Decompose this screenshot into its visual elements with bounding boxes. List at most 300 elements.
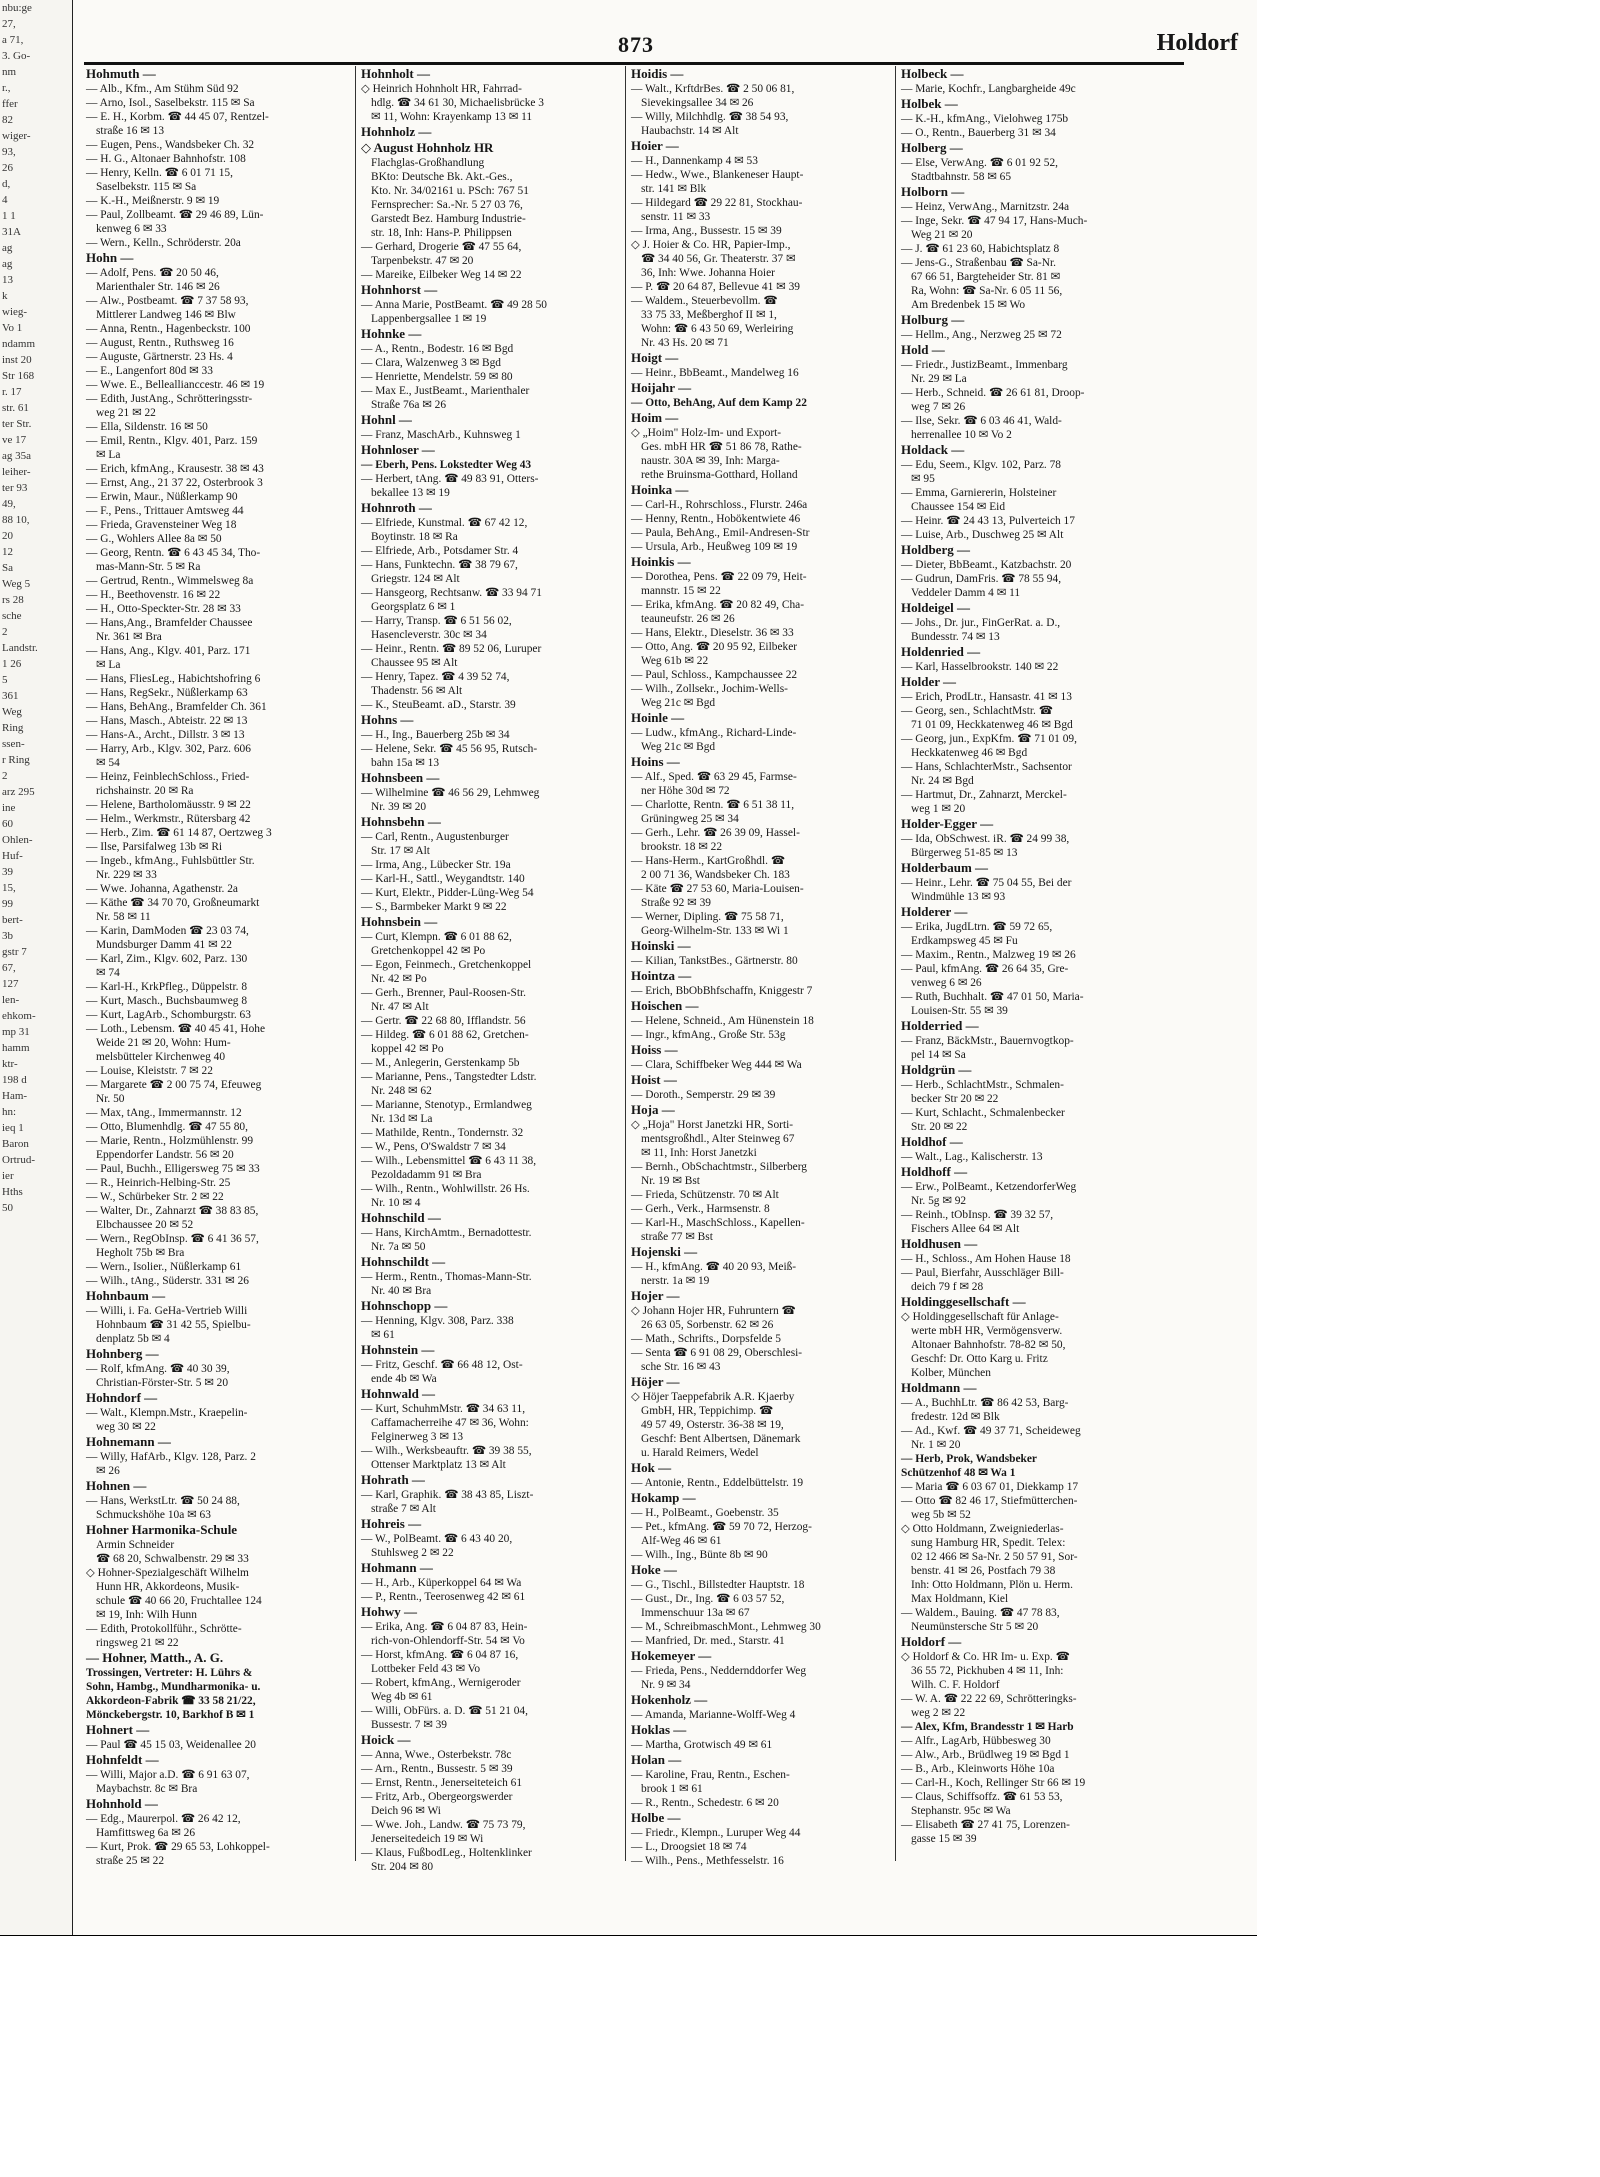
directory-line: Nr. 43 Hs. 20 ✉ 71 [641,337,729,349]
directory-line: Caffamacherreihe 47 ✉ 36, Wohn: [371,1417,529,1429]
directory-line: ✉ 26 [96,1465,120,1477]
directory-line: Nr. 5g ✉ 92 [911,1195,967,1207]
directory-line: — Adolf, Pens. ☎ 20 50 46, [86,267,219,279]
directory-line: — Helm., Werkmstr., Rütersbarg 42 [86,813,251,825]
directory-line: Armin Schneider [96,1539,175,1551]
directory-line: brook 1 ✉ 61 [641,1783,703,1795]
directory-line: — H., kfmAng. ☎ 40 20 93, Meiß- [631,1261,797,1273]
surname-heading: Hohnberg — [86,1346,159,1361]
directory-line: Elbchaussee 20 ✉ 52 [96,1219,194,1231]
surname-heading: Hohnfeldt — [86,1752,159,1767]
surname-heading: Hohwy — [361,1604,417,1619]
surname-heading: Holder — [901,674,957,689]
directory-line: — Edith, Protokollführ., Schrötte- [86,1623,242,1635]
directory-line: — Willy, HafArb., Klgv. 128, Parz. 2 [86,1451,256,1463]
directory-line: — Alfr., LagArb, Hübbesweg 30 [901,1735,1051,1747]
directory-line: — Karin, DamModen ☎ 23 03 74, [86,925,249,937]
surname-heading: Holbe — [631,1810,681,1825]
directory-line: ◇ Höjer Taeppefabrik A.R. Kjaerby [631,1391,795,1403]
directory-line: — Carl-H., Koch, Rellinger Str 66 ✉ 19 [901,1777,1086,1789]
strip-line: Landstr. [2,642,38,654]
directory-line: naustr. 30A ✉ 39, Inh: Marga- [641,455,780,467]
directory-line: Felginerweg 3 ✉ 13 [371,1431,464,1443]
directory-line: Deich 96 ✉ Wi [371,1805,441,1817]
directory-line: Louisen-Str. 55 ✉ 39 [911,1005,1008,1017]
surname-heading: Hoidis — [631,66,684,81]
directory-line: — Wwe. Joh., Landw. ☎ 75 73 79, [361,1819,526,1831]
directory-line: Akkordeon-Fabrik ☎ 33 58 21/22, [86,1695,256,1707]
surname-heading: Hokemeyer — [631,1648,712,1663]
surname-heading: Holdhof — [901,1134,963,1149]
directory-line: Hegholt 75b ✉ Bra [96,1247,185,1259]
surname-heading: Hohnloser — [361,442,435,457]
directory-line: Nr. 42 ✉ Po [371,973,427,985]
directory-line: straße 7 ✉ Alt [371,1503,436,1515]
directory-line: — Karl-H., MaschSchloss., Kapellen- [631,1217,805,1229]
directory-line: richshainstr. 20 ✉ Ra [96,785,194,797]
header-rule [84,62,1184,65]
directory-line: — Henriette, Mendelstr. 59 ✉ 80 [361,371,513,383]
directory-line: — Walt., Lag., Kalischerstr. 13 [901,1151,1043,1163]
surname-heading: Hohnholz — [361,124,432,139]
surname-heading: Hohmann — [361,1560,433,1575]
directory-line: — Anna, Wwe., Osterbekstr. 78c [361,1749,512,1761]
directory-line: — Herm., Rentn., Thomas-Mann-Str. [361,1271,532,1283]
directory-line: Georgsplatz 6 ✉ 1 [371,601,456,613]
strip-line: Sa [2,562,13,574]
strip-line: rs 28 [2,594,24,606]
directory-line: — Erich, ProdLtr., Hansastr. 41 ✉ 13 [901,691,1072,703]
directory-line: — Henning, Klgv. 308, Parz. 338 [361,1315,514,1327]
directory-line: Kto. Nr. 34/02161 u. PSch: 767 51 [371,185,529,197]
directory-line: Garstedt Bez. Hamburg Industrie- [371,213,526,225]
directory-line: — Anna, Rentn., Hagenbeckstr. 100 [86,323,251,335]
strip-line: Huf- [2,850,23,862]
directory-line: Grüningweg 25 ✉ 34 [641,813,739,825]
surname-heading: Hoischen — [631,998,699,1013]
directory-line: — R., Heinrich-Helbing-Str. 25 [86,1177,231,1189]
strip-line: arz 295 [2,786,35,798]
strip-line: ter 93 [2,482,28,494]
directory-line: — R., Rentn., Schedestr. 6 ✉ 20 [631,1797,779,1809]
directory-line: weg 5b ✉ 52 [911,1509,971,1521]
directory-line: — M., SchreibmaschMont., Lehmweg 30 [631,1621,821,1633]
directory-line: — Dieter, BbBeamt., Katzbachstr. 20 [901,559,1072,571]
directory-line: denplatz 5b ✉ 4 [96,1333,170,1345]
directory-line: 33 75 33, Meßberghof II ✉ 1, [641,309,777,321]
directory-line: Ra, Wohn: ☎ Sa-Nr. 6 05 11 56, [911,285,1063,297]
strip-line: 26 [2,162,13,174]
directory-line: — Heinr., Rentn. ☎ 89 52 06, Luruper [361,643,542,655]
directory-line: — Marianne, Pens., Tangstedter Ldstr. [361,1071,537,1083]
directory-line: — Karl, Hasselbrookstr. 140 ✉ 22 [901,661,1059,673]
directory-line: — Edu, Seem., Klgv. 102, Parz. 78 [901,459,1061,471]
directory-line: — Paul, Zollbeamt. ☎ 29 46 89, Lün- [86,209,264,221]
directory-line: Nr. 39 ✉ 20 [371,801,427,813]
surname-heading: Hohmuth — [86,66,156,81]
strip-line: 50 [2,1202,13,1214]
strip-line: wiger- [2,130,31,142]
directory-line: — Alf., Sped. ☎ 63 29 45, Farmse- [631,771,797,783]
directory-line: — K.-H., kfmAng., Vielohweg 175b [901,113,1069,125]
directory-line: — Wern., RegObInsp. ☎ 6 41 36 57, [86,1233,259,1245]
surname-heading: Hohnschild — [361,1210,441,1225]
directory-line: Altonaer Bahnhofstr. 78-82 ✉ 50, [911,1339,1066,1351]
directory-line: Nr. 24 ✉ Bgd [911,775,974,787]
strip-line: ssen- [2,738,25,750]
directory-line: — Waldem., Steuerbevollm. ☎ [631,295,778,307]
directory-line: — Hans, KirchAmtm., Bernadottestr. [361,1227,532,1239]
directory-line: weg 21 ✉ 22 [96,407,156,419]
directory-line: — Ingr., kfmAng., Große Str. 53g [631,1029,786,1041]
directory-line: — Otto, Ang. ☎ 20 95 92, Eilbeker [631,641,798,653]
directory-line: Christian-Förster-Str. 5 ✉ 20 [96,1377,229,1389]
directory-line: hdlg. ☎ 34 61 30, Michaelisbrücke 3 [371,97,544,109]
directory-line: — Hedw., Wwe., Blankeneser Haupt- [631,169,804,181]
directory-line: — Hans, WerkstLtr. ☎ 50 24 88, [86,1495,240,1507]
column-3 [626,66,896,1867]
surname-heading: Hohnbaum — [86,1288,166,1303]
directory-line: — Ad., Kwf. ☎ 49 37 71, Scheideweg [901,1425,1081,1437]
directory-line: — Wern., Kelln., Schröderstr. 20a [86,237,241,249]
directory-line: Lottbeker Feld 43 ✉ Vo [371,1663,481,1675]
surname-heading: — Hohner, Matth., A. G. [86,1650,224,1665]
strip-line: 5 [2,674,8,686]
directory-line: — Luise, Arb., Duschweg 25 ✉ Alt [901,529,1064,541]
directory-line: Griegstr. 124 ✉ Alt [371,573,460,585]
surname-heading: Hohner Harmonika-Schule [86,1522,238,1537]
surname-heading: Hojer — [631,1288,680,1303]
strip-line: mp 31 [2,1026,30,1038]
directory-line: Jenerseitedeich 19 ✉ Wi [371,1833,484,1845]
directory-line: Fernsprecher: Sa.-Nr. 5 27 03 76, [371,199,523,211]
directory-line: rich-von-Ohlendorff-Str. 54 ✉ Vo [371,1635,525,1647]
surname-heading: Holbeck — [901,66,964,81]
directory-line: — Ludw., kfmAng., Richard-Linde- [631,727,797,739]
directory-line: — Alw., Arb., Brüdlweg 19 ✉ Bgd 1 [901,1749,1070,1761]
surname-heading: Hoick — [361,1732,411,1747]
directory-line: — Gudrun, DamFris. ☎ 78 55 94, [901,573,1062,585]
surname-heading: Holan — [631,1752,682,1767]
directory-line: — K.-H., Meißnerstr. 9 ✉ 19 [86,195,220,207]
directory-line: ✉ La [96,659,121,671]
directory-line: Chaussee 95 ✉ Alt [371,657,458,669]
column-4 [896,66,1166,1861]
directory-line: Inh: Otto Holdmann, Plön u. Herm. [911,1579,1073,1591]
directory-line: — Frieda, Gravensteiner Weg 18 [86,519,237,531]
surname-heading: Hoinka — [631,482,689,497]
directory-line: — Egon, Feinmech., Gretchenkoppel [361,959,532,971]
directory-line: Neumünstersche Str 5 ✉ 20 [911,1621,1039,1633]
directory-line: — Herbert, tAng. ☎ 49 83 91, Otters- [361,473,539,485]
strip-line: 15, [2,882,16,894]
directory-line: ◇ Hohner-Spezialgeschäft Wilhelm [86,1567,249,1579]
directory-line: — Auguste, Gärtnerstr. 23 Hs. 4 [86,351,233,363]
directory-line: Schmuckshöhe 10a ✉ 63 [96,1509,211,1521]
directory-line: pel 14 ✉ Sa [911,1049,966,1061]
strip-line: ine [2,802,16,814]
strip-line: 1 1 [2,210,16,222]
directory-line: — Erw., PolBeamt., KetzendorferWeg [901,1181,1077,1193]
directory-line: — Henny, Rentn., Hobökentwiete 46 [631,513,801,525]
directory-line: — H., Arb., Küperkoppel 64 ✉ Wa [361,1577,522,1589]
directory-line: — Hans,Ang., Bramfelder Chaussee [86,617,253,629]
directory-line: — Eberh, Pens. Lokstedter Weg 43 [361,459,532,471]
surname-heading: Hoinski — [631,938,691,953]
directory-line: — Arn., Rentn., Bussestr. 5 ✉ 39 [361,1763,513,1775]
directory-line: — Otto ☎ 82 46 17, Stiefmütterchen- [901,1495,1078,1507]
directory-line: — Kurt, LagArb., Schomburgstr. 63 [86,1009,251,1021]
directory-line: — Karl, Zim., Klgv. 602, Parz. 130 [86,953,248,965]
surname-heading: Holdhusen — [901,1236,978,1251]
strip-line: Baron [2,1138,29,1150]
directory-line: Bürgerweg 51-85 ✉ 13 [911,847,1018,859]
directory-line: — Ida, ObSchwest. iR. ☎ 24 99 38, [901,833,1070,845]
surname-heading: Holdack — [901,442,965,457]
directory-line: — Robert, kfmAng., Wernigeroder [361,1677,521,1689]
strip-line: Str 168 [2,370,35,382]
directory-line: — Edg., Maurerpol. ☎ 26 42 12, [86,1813,241,1825]
directory-line: — Horst, kfmAng. ☎ 6 04 87 16, [361,1649,519,1661]
directory-line: — Friedr., Klempn., Luruper Weg 44 [631,1827,801,1839]
directory-line: Gretchenkoppel 42 ✉ Po [371,945,486,957]
surname-heading: Hohnschopp — [361,1298,448,1313]
directory-line: — Hans, Elektr., Dieselstr. 36 ✉ 33 [631,627,794,639]
directory-line: — Ilse, Parsifalweg 13b ✉ Ri [86,841,223,853]
surname-heading: Hohnemann — [86,1434,171,1449]
surname-heading: Hoim — [631,410,679,425]
directory-line: 2 00 71 36, Wandsbeker Ch. 183 [641,869,790,881]
directory-line: Geschf: Bent Albertsen, Dänemark [641,1433,801,1445]
directory-line: — Wilh., Rentn., Wohlwillstr. 26 Hs. [361,1183,530,1195]
directory-line: Hohnbaum ☎ 31 42 55, Spielbu- [96,1319,251,1331]
directory-line: ✉ 74 [96,967,120,979]
directory-line: teauneufstr. 26 ✉ 26 [641,613,735,625]
directory-line: — Kurt, Schlacht., Schmalenbecker [901,1107,1065,1119]
directory-line: Windmühle 13 ✉ 93 [911,891,1006,903]
directory-line: brookstr. 18 ✉ 22 [641,841,723,853]
directory-line: Nr. 19 ✉ Bst [641,1175,700,1187]
strip-line: sche [2,610,22,622]
strip-line: Ohlen- [2,834,33,846]
directory-line: — Gerh., Brenner, Paul-Roosen-Str. [361,987,526,999]
surname-heading: Holbek — [901,96,958,111]
directory-line: — Frieda, Pens., Neddernddorfer Weg [631,1665,807,1677]
strip-line: gstr 7 [2,946,27,958]
directory-line: — A., Rentn., Bodestr. 16 ✉ Bgd [361,343,514,355]
directory-line: GmbH, HR, Teppichimp. ☎ [641,1405,774,1417]
strip-line: ktr- [2,1058,18,1070]
directory-line: — Math., Schrifts., Dorpsfelde 5 [631,1333,781,1345]
directory-line: Tarpenbekstr. 47 ✉ 20 [371,255,474,267]
directory-line: ◇ Johann Hojer HR, Fuhruntern ☎ [631,1305,796,1317]
directory-line: Nr. 58 ✉ 11 [96,911,151,923]
directory-line: — Franz, BäckMstr., Bauernvogtkop- [901,1035,1074,1047]
directory-line: melsbütteler Kirchenweg 40 [96,1051,226,1063]
directory-line: — Hans-A., Archt., Dillstr. 3 ✉ 13 [86,729,245,741]
directory-line: mentsgroßhdl., Alter Steinweg 67 [641,1133,795,1145]
directory-line: — S., Barmbeker Markt 9 ✉ 22 [361,901,507,913]
directory-line: Hunn HR, Akkordeons, Musik- [96,1581,240,1593]
directory-line: Bundesstr. 74 ✉ 13 [911,631,1000,643]
strip-line: 361 [2,690,19,702]
surname-heading: Hohnen — [86,1478,147,1493]
directory-line: — Manfried, Dr. med., Starstr. 41 [631,1635,785,1647]
strip-line: hn: [2,1106,17,1118]
surname-heading: Holburg — [901,312,965,327]
surname-heading: Hoja — [631,1102,675,1117]
surname-heading: Hohns — [361,712,414,727]
directory-line: — H., Schloss., Am Hohen Hause 18 [901,1253,1071,1265]
directory-line: — H., PolBeamt., Goebenstr. 35 [631,1507,779,1519]
directory-line: Nr. 47 ✉ Alt [371,1001,429,1013]
directory-line: — Gust., Dr., Ing. ☎ 6 03 57 52, [631,1593,785,1605]
directory-line: — Helene, Schneid., Am Hünenstein 18 [631,1015,814,1027]
directory-line: Marienthaler Str. 146 ✉ 26 [96,281,220,293]
directory-line: — E., Langenfort 80d ✉ 33 [86,365,213,377]
directory-line: — Georg, jun., ExpKfm. ☎ 71 01 09, [901,733,1077,745]
strip-line: 3. Go- [2,50,31,62]
directory-line: senstr. 11 ✉ 33 [641,211,711,223]
directory-line: — Hartmut, Dr., Zahnarzt, Merckel- [901,789,1067,801]
directory-line: — Elfriede, Kunstmal. ☎ 67 42 12, [361,517,528,529]
directory-line: bekallee 13 ✉ 19 [371,487,450,499]
directory-line: — Curt, Klempn. ☎ 6 01 88 62, [361,931,512,943]
directory-line: ringsweg 21 ✉ 22 [96,1637,179,1649]
directory-line: — Hans, Ang., Klgv. 401, Parz. 171 [86,645,251,657]
directory-line: — Ernst, Rentn., Jenerseiteteich 61 [361,1777,523,1789]
strip-line: ve 17 [2,434,27,446]
directory-line: Eppendorfer Landstr. 56 ✉ 20 [96,1149,234,1161]
directory-line: — Paul, Buchh., Elligersweg 75 ✉ 33 [86,1163,260,1175]
strip-line: 93, [2,146,16,158]
surname-heading: Hoigt — [631,350,679,365]
directory-line: sche Str. 16 ✉ 43 [641,1361,721,1373]
directory-line: — Jens-G., Straßenbau ☎ Sa-Nr. [901,257,1056,269]
surname-heading: Holdhoff — [901,1164,968,1179]
strip-line: 12 [2,546,13,558]
directory-line: — Hans, Masch., Abteistr. 22 ✉ 13 [86,715,248,727]
directory-line: Nr. 361 ✉ Bra [96,631,162,643]
directory-line: str. 18, Inh: Hans-P. Philippsen [371,227,512,239]
strip-line: 127 [2,978,19,990]
directory-line: — Johs., Dr. jur., FinGerRat. a. D., [901,617,1061,629]
surname-heading: Hohnwald — [361,1386,436,1401]
strip-line: hamm [2,1042,30,1054]
directory-line: str. 141 ✉ Blk [641,183,707,195]
directory-line: — Antonie, Rentn., Eddelbüttelstr. 19 [631,1477,804,1489]
directory-line: u. Harald Reimers, Wedel [641,1447,759,1459]
directory-line: Nr. 1 ✉ 20 [911,1439,961,1451]
directory-line: — Max, tAng., Immermannstr. 12 [86,1107,242,1119]
directory-line: Nr. 7a ✉ 50 [371,1241,426,1253]
directory-line: — Louise, Kleiststr. 7 ✉ 22 [86,1065,213,1077]
strip-line: ag 35a [2,450,32,462]
directory-line: Wohn: ☎ 6 43 50 69, Werleiring [641,323,794,335]
directory-line: benstr. 41 ✉ 26, Postfach 79 38 [911,1565,1056,1577]
strip-line: Hths [2,1186,23,1198]
strip-line: a 71, [2,34,24,46]
directory-line: — Helene, Sekr. ☎ 45 56 95, Rutsch- [361,743,538,755]
directory-line: — Arno, Isol., Saselbekstr. 115 ✉ Sa [86,97,255,109]
surname-heading: Hoier — [631,138,679,153]
directory-line: Alf-Weg 46 ✉ 61 [641,1535,722,1547]
directory-line: — Karl-H., KrkPfleg., Düppelstr. 8 [86,981,248,993]
strip-line: 60 [2,818,13,830]
strip-line: ehkom- [2,1010,36,1022]
directory-line: 49 57 49, Osterstr. 36-38 ✉ 19, [641,1419,784,1431]
surname-heading: Hohnroth — [361,500,432,515]
surname-heading: Hohnstein — [361,1342,435,1357]
directory-line: 02 12 466 ✉ Sa-Nr. 2 50 57 91, Sor- [911,1551,1078,1563]
surname-heading: Hokenholz — [631,1692,708,1707]
directory-line: — Wilh., Lebensmittel ☎ 6 43 11 38, [361,1155,537,1167]
directory-line: — Heinz, VerwAng., Marnitzstr. 24a [901,201,1070,213]
strip-line: Ring [2,722,24,734]
strip-line: r., [2,82,11,94]
directory-line: — Heinz, FeinblechSchloss., Fried- [86,771,250,783]
strip-line: 198 d [2,1074,27,1086]
surname-heading: Holdeigel — [901,600,970,615]
directory-line: Pezoldadamm 91 ✉ Bra [371,1169,482,1181]
directory-line: ende 4b ✉ Wa [371,1373,437,1385]
directory-line: Ges. mbH HR ☎ 51 86 78, Rathe- [641,441,802,453]
directory-line: — Wilh., Pens., Methfesselstr. 16 [631,1855,784,1867]
directory-line: — Erich, kfmAng., Krausestr. 38 ✉ 43 [86,463,264,475]
directory-line: Am Bredenbek 15 ✉ Wo [911,299,1026,311]
strip-line: 31A [2,226,21,238]
directory-columns [86,66,1196,1873]
surname-heading: Holderried — [901,1018,979,1033]
strip-line: 2 [2,626,8,638]
directory-line: — Herb., Schneid. ☎ 26 61 81, Droop- [901,387,1085,399]
surname-heading: Hold — [901,342,945,357]
directory-line: — Gerhard, Drogerie ☎ 47 55 64, [361,241,522,253]
directory-line: — Maxim., Rentn., Malzweg 19 ✉ 26 [901,949,1076,961]
directory-line: ◇ „Hoja" Horst Janetzki HR, Sorti- [631,1119,794,1131]
surname-heading: Holdberg — [901,542,970,557]
directory-line: — Wilh., Zollsekr., Jochim-Wells- [631,683,788,695]
directory-line: — Harry, Transp. ☎ 6 51 56 02, [361,615,512,627]
strip-line: Weg [2,706,22,718]
directory-line: — Walt., KrftdrBes. ☎ 2 50 06 81, [631,83,795,95]
directory-line: — Kurt, SchuhmMstr. ☎ 34 63 11, [361,1403,526,1415]
directory-line: — Kilian, TankstBes., Gärtnerstr. 80 [631,955,798,967]
directory-line: — August, Rentn., Ruthsweg 16 [86,337,234,349]
surname-heading: Hok — [631,1460,672,1475]
directory-line: — A., BuchhLtr. ☎ 86 42 53, Barg- [901,1397,1069,1409]
directory-line: Nr. 9 ✉ 34 [641,1679,691,1691]
directory-line: — Heinr., BbBeamt., Mandelweg 16 [631,367,799,379]
directory-line: — Margarete ☎ 2 00 75 74, Efeuweg [86,1079,262,1091]
directory-line: Lappenbergsallee 1 ✉ 19 [371,313,487,325]
strip-line: Weg 5 [2,578,31,590]
surname-heading: Hohnsbehn — [361,814,441,829]
directory-line: — K., SteuBeamt. aD., Starstr. 39 [361,699,516,711]
directory-line: — O., Rentn., Bauerberg 31 ✉ 34 [901,127,1056,139]
strip-line: ndamm [2,338,35,350]
directory-line: Trossingen, Vertreter: H. Lührs & [86,1667,253,1679]
surname-heading: Hohnl — [361,412,412,427]
directory-line: — H., Otto-Speckter-Str. 28 ✉ 33 [86,603,241,615]
surname-heading: Hoinle — [631,710,685,725]
strip-line: ffer [2,98,18,110]
directory-line: — Herb., SchlachtMstr., Schmalen- [901,1079,1064,1091]
strip-line: 2 [2,770,8,782]
directory-line: 67 66 51, Bargteheider Str. 81 ✉ [911,271,1061,283]
directory-line: — Hildeg. ☎ 6 01 88 62, Gretchen- [361,1029,529,1041]
directory-line: — Franz, MaschArb., Kuhnsweg 1 [361,429,521,441]
